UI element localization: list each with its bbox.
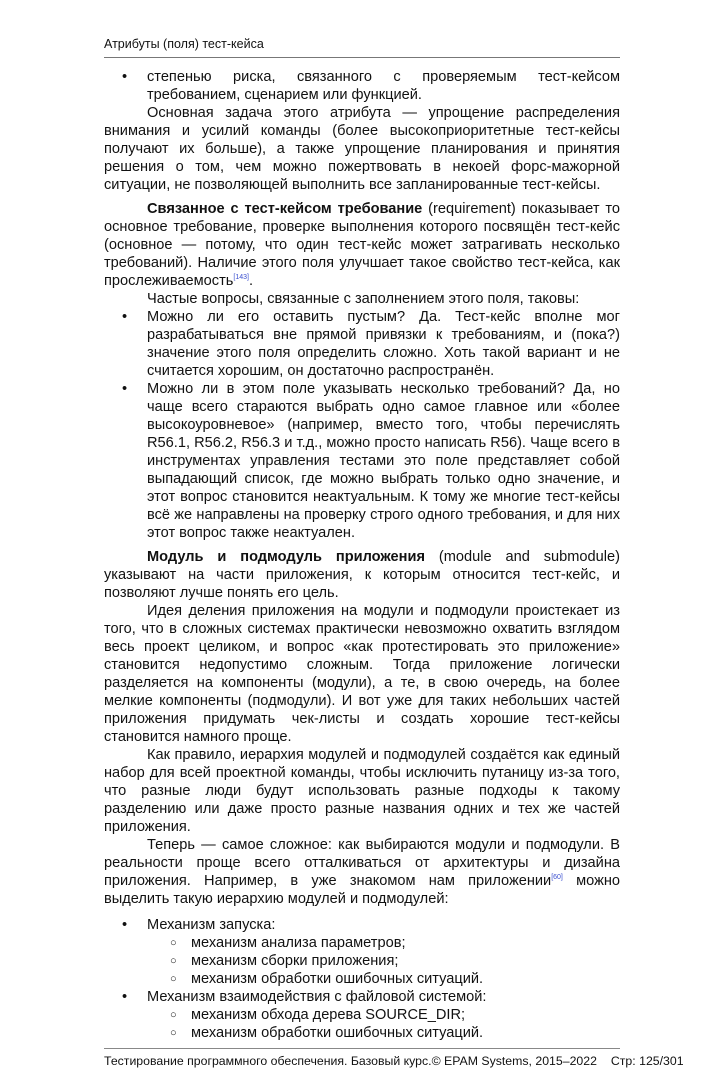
list-item-risk [104,68,620,104]
footer-book-title: Тестирование программного обеспечения. Базовый курс. [104,1054,432,1068]
submodule-label: механизм обхода дерева SOURCE_DIR; [191,1007,466,1023]
paragraph-text: (module and submodule) указывают на части приложения, к которым относится тест-кейс, и позволяют лучше понять его цель. [104,549,620,601]
circle-bullet-icon: ○ [170,973,177,985]
footer-copyright: © EPAM Systems, 2015–2022 [431,1054,597,1068]
running-header: Атрибуты (поля) тест-кейса [104,37,264,51]
circle-bullet-icon: ○ [170,955,177,967]
paragraph-text: Теперь — самое сложное: как выбираются модули и подмодули. В реальности проще всего отталкиваться от архитектуры и дизайна приложения. Например, в уже знакомом нам приложении [104,837,620,889]
term-module: Модуль и подмодуль приложения [147,549,425,565]
paragraph-idea: Идея деления приложения на модули и подмодули проистекает из того, что в сложных системах практически невозможно охватить взглядом весь проект целиком, и вопрос «как протестировать это приложение» становится недопустимо сложным. Тогда приложение логически разделяется на компоненты (модули), а те, в свою очередь, на более мелкие компоненты (подмодули). И вот уже для таких небольших частей приложения придумать чек-листы и создать хорошие тест-кейсы становится намного проще. [104,603,620,745]
paragraph-text: (requirement) показывает то основное требование, проверке выполнения которого посвящён тест-кейс (основное — потому, что один тест-кейс может затрагивать несколько требований). Наличие этого поля улучшает такое свойство тест-кейса, как прослеживаемость [104,201,620,289]
submodule-item [104,952,620,970]
bullet-icon: • [122,69,128,85]
reference-link-60[interactable]: [60] [551,874,563,881]
faq-text: Можно ли в этом поле указывать несколько требований? Да, но чаще всего стараются выбрать одно самое главное или «более высокоуровневое» (например, вместо того, чтобы перечислять R56.1, R56.2, R56.3 и т.д., можно просто написать R56). Чаще всего в инструментах управления тестами это поле представляет собой выпадающий список, где можно выбрать только одно значение, и этот вопрос становится неактуальным. К тому же многие тест-кейсы всё же направлены на проверку строго одного требования, и для них этот вопрос также неактуален. [147,381,620,541]
reference-link-143[interactable]: [143] [233,274,249,281]
module-item [104,916,620,934]
submodule-label: механизм сборки приложения; [191,953,399,969]
paragraph-end: . [248,273,254,289]
faq-item [104,308,620,380]
paragraph-faq-intro: Частые вопросы, связанные с заполнением этого поля, таковы: [147,291,580,307]
paragraph-now [104,836,620,908]
submodule-label: механизм анализа параметров; [191,935,406,951]
paragraph-end: можно выделить такую иерархию модулей и подмодулей: [104,873,621,907]
list-item-text: степенью риска, связанного с проверяемым тест-кейсом требованием, сценарием или функцией. [147,69,620,103]
term-requirement: Связанное с тест-кейсом требование [147,201,423,217]
faq-text: Можно ли его оставить пустым? Да. Тест-кейс вполне мог разрабатываться вне прямой привязки к требованиям, и (пока?) значение этого поля определить сложно. Хоть такой вариант и не считается хорошим, он достаточно распространён. [147,309,620,379]
bullet-icon: • [122,917,128,933]
module-label: Механизм запуска: [147,917,276,933]
bullet-icon: • [122,989,128,1005]
paragraph-main-task: Основная задача этого атрибута — упрощение распределения внимания и усилий команды (более высокоприоритетные тест-кейсы получают их больше), а также упрощение планирования и принятия решения о том, чем можно пожертвовать в некоей форс-мажорной ситуации, не позволяющей выполнить все запланированные тест-кейсы. [104,105,620,193]
submodule-item [104,934,620,952]
page-footer [104,1054,684,1069]
paragraph-requirement [104,200,620,290]
submodule-item [104,970,620,988]
module-item [104,988,620,1006]
paragraph-module [104,548,620,602]
submodule-item [104,1024,620,1042]
circle-bullet-icon: ○ [170,937,177,949]
footer-page-number: Стр: 125/301 [610,1054,684,1068]
submodule-item [104,1006,620,1024]
header-divider [104,57,620,58]
bullet-icon: • [122,309,128,325]
footer-divider [104,1048,620,1049]
page-body [104,68,620,1042]
bullet-icon: • [122,381,128,397]
module-label: Механизм взаимодействия с файловой системой: [147,989,487,1005]
faq-item [104,380,620,542]
submodule-label: механизм обработки ошибочных ситуаций. [191,1025,484,1041]
submodule-label: механизм обработки ошибочных ситуаций. [191,971,484,987]
circle-bullet-icon: ○ [170,1009,177,1021]
circle-bullet-icon: ○ [170,1027,177,1039]
paragraph-hierarchy: Как правило, иерархия модулей и подмодулей создаётся как единый набор для всей проектной команды, чтобы исключить путаницу из-за того, что разные люди будут использовать разные подходы к такому разделению или даже просто разные названия одних и тех же частей приложения. [104,747,620,835]
